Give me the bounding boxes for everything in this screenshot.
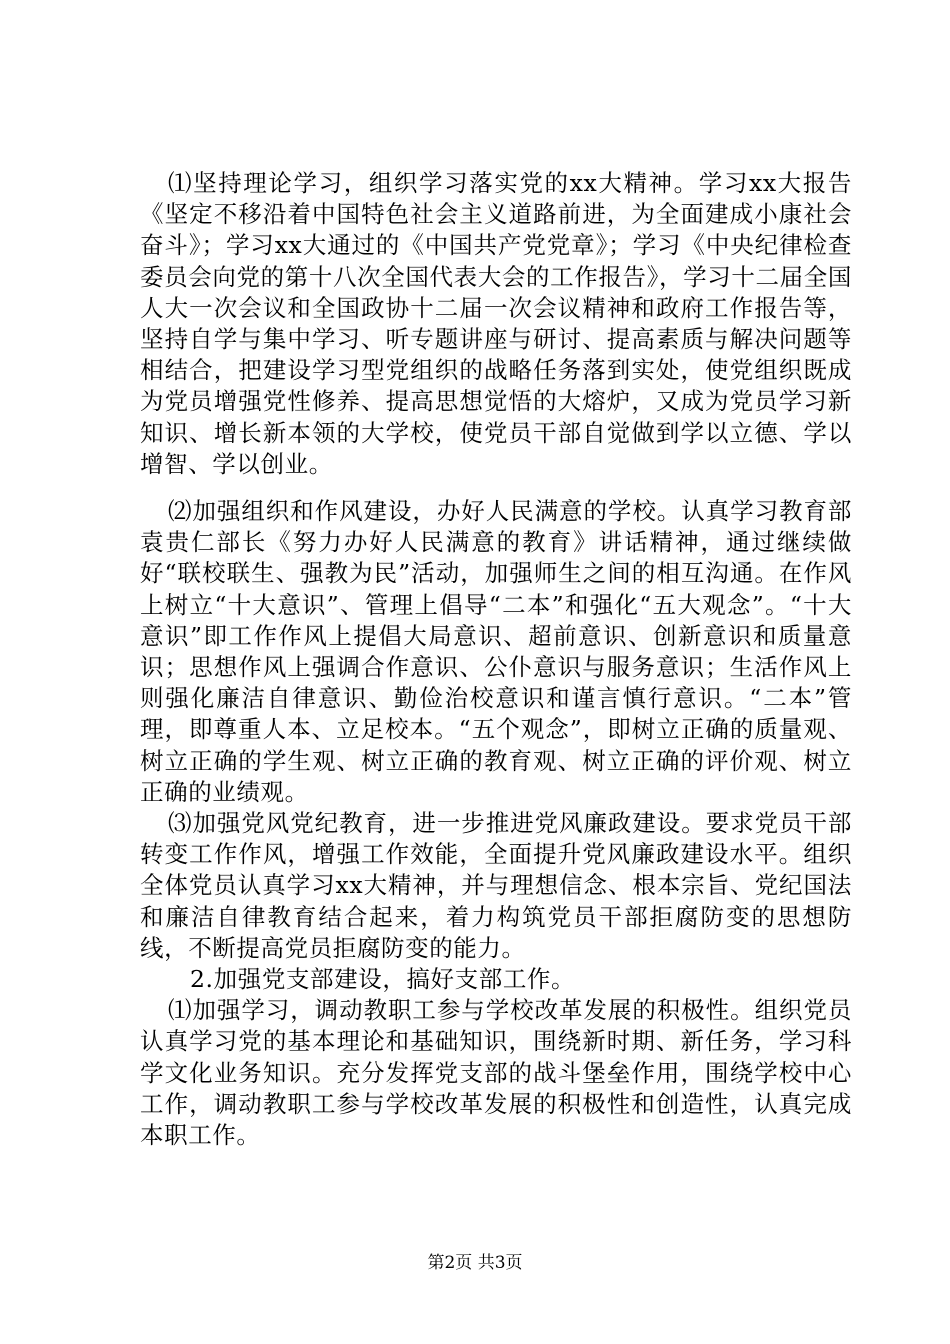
document-body bbox=[140, 168, 852, 1151]
paragraph-1: ⑴坚持理论学习，组织学习落实党的xx大精神。学习xx大报告《坚定不移沿着中国特色社会主义道路前进，为全面建成小康社会奋斗》；学习xx大通过的《中国共产党党章》；学习《中央纪律检查委员会向党的第十八次全国代表大会的工作报告》，学习十二届全国人大一次会议和全国政协十二届一次会议精神和政府工作报告等，坚持自学与集中学习、听专题讲座与研讨、提高素质与解决问题等相结合，把建设学习型党组织的战略任务落到实处，使党组织既成为党员增强党性修养、提高思想觉悟的大熔炉，又成为党员学习新知识、增长新本领的大学校，使党员干部自觉做到学以立德、学以增智、学以创业。 bbox=[140, 169, 852, 478]
paragraph-4: ⑴加强学习，调动教职工参与学校改革发展的积极性。组织党员认真学习党的基本理论和基础知识，围绕新时期、新任务，学习科学文化业务知识。充分发挥党支部的战斗堡垒作用，围绕学校中心工作，调动教职工参与学校改革发展的积极性和创造性，认真完成本职工作。 bbox=[140, 996, 852, 1150]
page-footer: 第2页 共3页 bbox=[427, 1253, 523, 1273]
section-heading: 2.加强党支部建设，搞好支部工作。 bbox=[190, 965, 576, 994]
paragraph-2: ⑵加强组织和作风建设，办好人民满意的学校。认真学习教育部袁贵仁部长《努力办好人民满意的教育》讲话精神，通过继续做好“联校联生、强教为民”活动，加强师生之间的相互沟通。在作风上树立“十大意识”、管理上倡导“二本”和强化“五大观念”。“十大意识”即工作作风上提倡大局意识、超前意识、创新意识和质量意识；思想作风上强调合作意识、公仆意识与服务意识；生活作风上则强化廉洁自律意识、勤俭治校意识和谨言慎行意识。“二本”管理，即尊重人本、立足校本。“五个观念”，即树立正确的质量观、树立正确的学生观、树立正确的教育观、树立正确的评价观、树立正确的业绩观。 bbox=[140, 497, 852, 806]
paragraph-3: ⑶加强党风党纪教育，进一步推进党风廉政建设。要求党员干部转变工作作风，增强工作效能，全面提升党风廉政建设水平。组织全体党员认真学习xx大精神，并与理想信念、根本宗旨、党纪国法和廉洁自律教育结合起来，着力构筑党员干部拒腐防变的思想防线，不断提高党员拒腐防变的能力。 bbox=[140, 809, 852, 962]
paragraph-gap bbox=[140, 480, 852, 496]
